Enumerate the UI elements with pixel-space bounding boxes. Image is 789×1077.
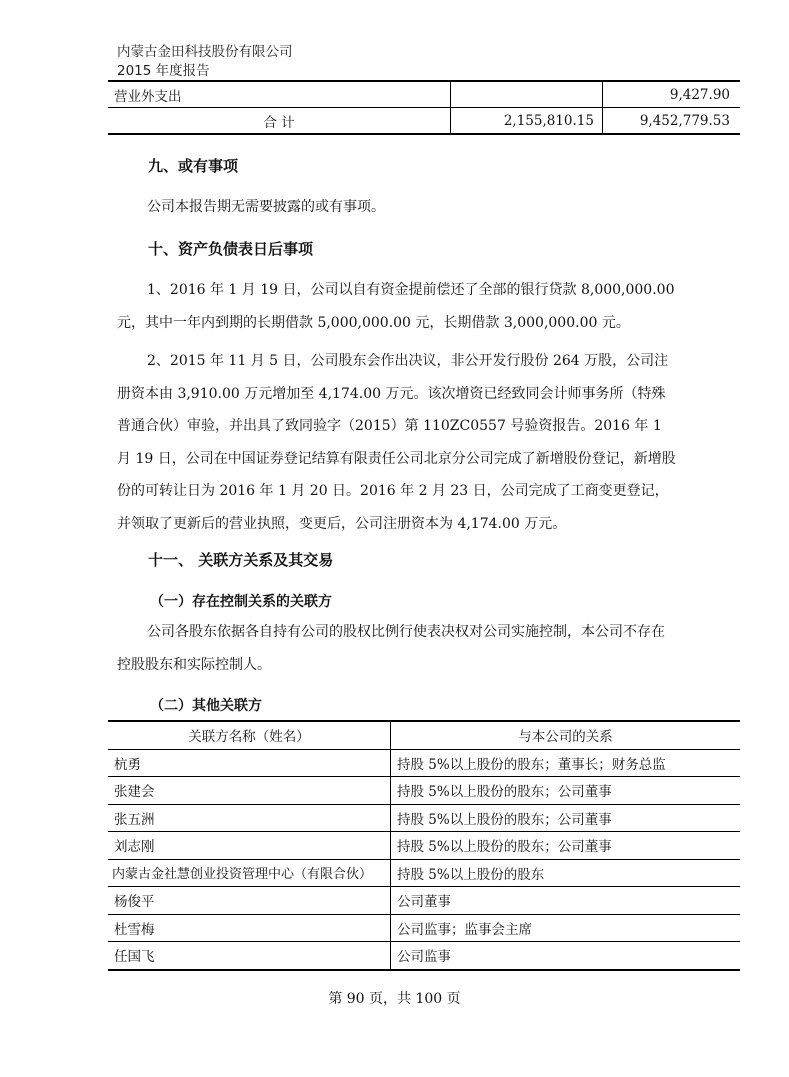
- header-company: 内蒙古金田科技股份有限公司: [117, 44, 293, 60]
- table-header-row: [108, 721, 740, 749]
- table-row: [108, 887, 740, 915]
- table-cell: 2,155,810.15: [451, 108, 603, 135]
- table-cell: 持股 5%以上股份的股东；公司董事: [391, 804, 741, 832]
- table-cell: 张建会: [108, 777, 391, 805]
- table-row: [108, 82, 740, 108]
- table-row: [108, 777, 740, 805]
- subsection-heading: （二）其他关联方: [150, 698, 262, 714]
- table-cell: 任国飞: [108, 942, 391, 970]
- header-report-year: 2015 年度报告: [117, 63, 210, 79]
- table-cell: 公司董事: [391, 887, 741, 915]
- subsection-heading: （一）存在控制关系的关联方: [150, 594, 332, 610]
- table-row: [108, 749, 740, 777]
- expense-table: [108, 82, 740, 135]
- paragraph-text: 2、2015 年 11 月 5 日，公司股东会作出决议，非公开发行股份 264 万股，公司注册资本由 3,910.00 万元增加至 4,174.00 万元。该次增资已经致同会计师事务所（特殊普通合伙）审验，并出具了致同验字（2015）第 110ZC0557 号验资报告。2016 年 1 月 19 日，公司在中国证券登记结算有限责任公司北京分公司完成了新增股份登记，新增股份的可转让日为 2016 年 1 月 20 日。2016 年 2 月 23 日，公司完成了工商变更登记，并领取了更新后的营业执照，变更后，公司注册资本为 4,174.00 万元。: [117, 353, 676, 532]
- table-cell: 持股 5%以上股份的股东: [391, 859, 741, 887]
- table-cell: 9,427.90: [603, 82, 741, 108]
- paragraph: [117, 616, 677, 681]
- page-number: 第 90 页，共 100 页: [328, 991, 461, 1007]
- table-cell: 持股 5%以上股份的股东；公司董事: [391, 832, 741, 860]
- table-cell: [451, 82, 603, 108]
- table-cell: 张五洲: [108, 804, 391, 832]
- table-row: [108, 832, 740, 860]
- paragraph-text: 公司各股东依据各自持有公司的股权比例行使表决权对公司实施控制，本公司不存在控股股东和实际控制人。: [117, 624, 665, 673]
- table-row: [108, 108, 740, 135]
- table-cell: 内蒙古金社慧创业投资管理中心（有限合伙）: [108, 859, 391, 887]
- paragraph: [117, 345, 677, 540]
- table-row: [108, 804, 740, 832]
- table-cell: 公司监事；监事会主席: [391, 914, 741, 942]
- table-cell: 9,452,779.53: [603, 108, 741, 135]
- table-cell: 持股 5%以上股份的股东；董事长；财务总监: [391, 749, 741, 777]
- table-cell: 持股 5%以上股份的股东；公司董事: [391, 777, 741, 805]
- paragraph: [117, 274, 677, 339]
- section-heading: 十、资产负债表日后事项: [148, 240, 314, 258]
- table-row: [108, 914, 740, 942]
- table-cell: 合 计: [108, 108, 451, 135]
- table-row: [108, 942, 740, 970]
- table-cell: 营业外支出: [108, 82, 451, 108]
- column-header: 关联方名称（姓名）: [108, 721, 391, 749]
- table-cell: 刘志刚: [108, 832, 391, 860]
- section-heading: 十一、 关联方关系及其交易: [148, 551, 334, 569]
- section-heading: 九、或有事项: [148, 157, 239, 175]
- table-cell: 杜雪梅: [108, 914, 391, 942]
- paragraph: 公司本报告期无需要披露的或有事项。: [147, 199, 385, 215]
- table-row: [108, 859, 740, 887]
- paragraph-text: 1、2016 年 1 月 19 日，公司以自有资金提前偿还了全部的银行贷款 8,000,000.00 元，其中一年内到期的长期借款 5,000,000.00 元，长期借款 3,000,000.00 元。: [117, 282, 675, 331]
- table-cell: 杭勇: [108, 749, 391, 777]
- related-party-table: [108, 720, 740, 971]
- column-header: 与本公司的关系: [391, 721, 741, 749]
- table-cell: 公司监事: [391, 942, 741, 970]
- table-cell: 杨俊平: [108, 887, 391, 915]
